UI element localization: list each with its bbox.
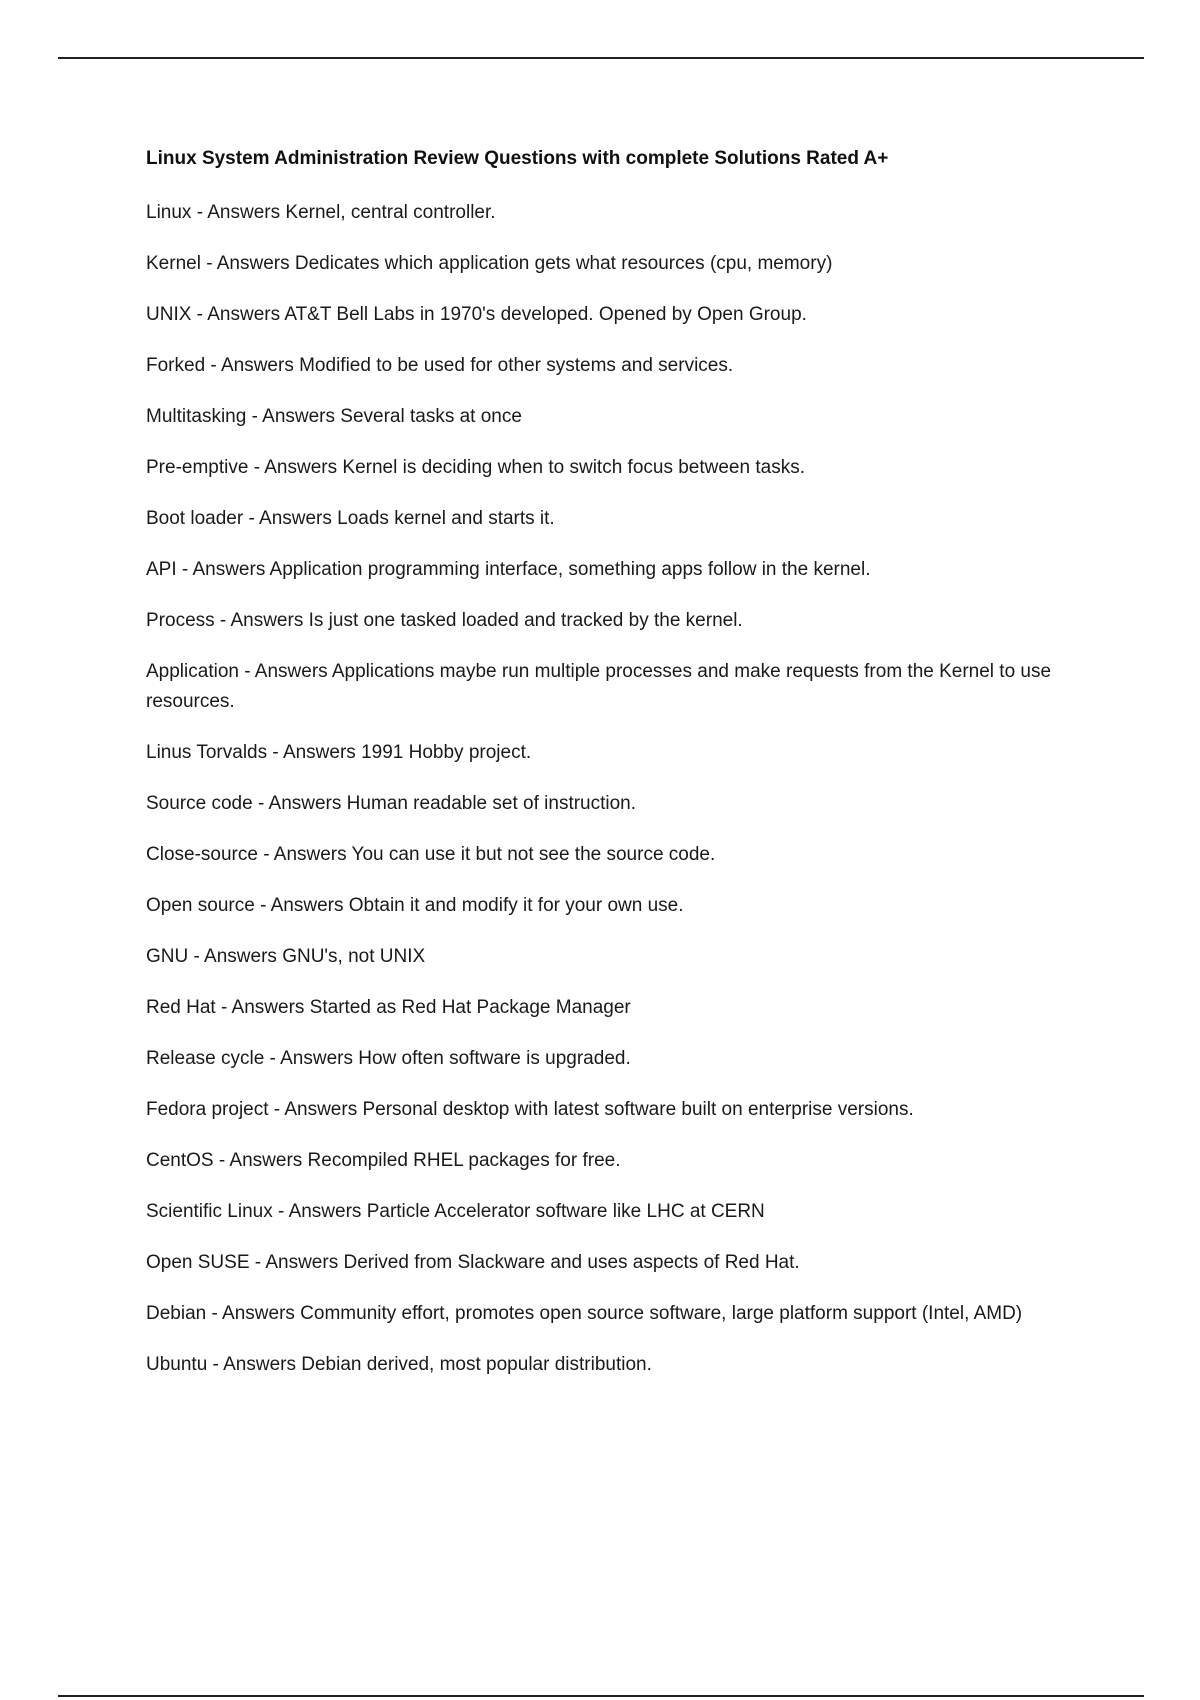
- bottom-rule: [58, 1695, 1144, 1697]
- qa-item-unix: UNIX - Answers AT&T Bell Labs in 1970's developed. Opened by Open Group.: [146, 304, 807, 325]
- top-rule: [58, 57, 1144, 59]
- qa-item-open-suse: Open SUSE - Answers Derived from Slackware and uses aspects of Red Hat.: [146, 1252, 800, 1273]
- document-title: Linux System Administration Review Questions with complete Solutions Rated A+: [146, 148, 889, 169]
- qa-item-linux: Linux - Answers Kernel, central controller.: [146, 202, 496, 223]
- qa-item-pre-emptive: Pre-emptive - Answers Kernel is deciding when to switch focus between tasks.: [146, 457, 805, 478]
- qa-item-debian: Debian - Answers Community effort, promotes open source software, large platform support (Intel, AMD): [146, 1303, 1023, 1324]
- qa-item-linus-torvalds: Linus Torvalds - Answers 1991 Hobby project.: [146, 742, 532, 763]
- qa-item-api: API - Answers Application programming interface, something apps follow in the kernel.: [146, 559, 871, 580]
- qa-item-open-source: Open source - Answers Obtain it and modify it for your own use.: [146, 895, 684, 916]
- qa-item-kernel: Kernel - Answers Dedicates which application gets what resources (cpu, memory): [146, 253, 833, 274]
- qa-item-process: Process - Answers Is just one tasked loaded and tracked by the kernel.: [146, 610, 743, 631]
- qa-item-fedora-project: Fedora project - Answers Personal desktop with latest software built on enterprise versions.: [146, 1099, 914, 1120]
- qa-list: [146, 198, 1086, 1380]
- qa-item-source-code: Source code - Answers Human readable set of instruction.: [146, 793, 637, 814]
- qa-item-multitasking: Multitasking - Answers Several tasks at once: [146, 406, 522, 427]
- qa-item-release-cycle: Release cycle - Answers How often software is upgraded.: [146, 1048, 631, 1069]
- qa-item-gnu: GNU - Answers GNU's, not UNIX: [146, 946, 426, 967]
- qa-item-centos: CentOS - Answers Recompiled RHEL packages for free.: [146, 1150, 621, 1171]
- qa-item-red-hat: Red Hat - Answers Started as Red Hat Package Manager: [146, 997, 631, 1018]
- qa-item-boot-loader: Boot loader - Answers Loads kernel and starts it.: [146, 508, 555, 529]
- qa-item-ubuntu: Ubuntu - Answers Debian derived, most popular distribution.: [146, 1354, 652, 1375]
- document-body: [146, 146, 1086, 1401]
- qa-item-scientific-linux: Scientific Linux - Answers Particle Accelerator software like LHC at CERN: [146, 1201, 765, 1222]
- qa-item-forked: Forked - Answers Modified to be used for other systems and services.: [146, 355, 734, 376]
- qa-item-application: Application - Answers Applications maybe run multiple processes and make requests from the Kernel to use resources.: [146, 661, 1052, 712]
- qa-item-close-source: Close-source - Answers You can use it but not see the source code.: [146, 844, 716, 865]
